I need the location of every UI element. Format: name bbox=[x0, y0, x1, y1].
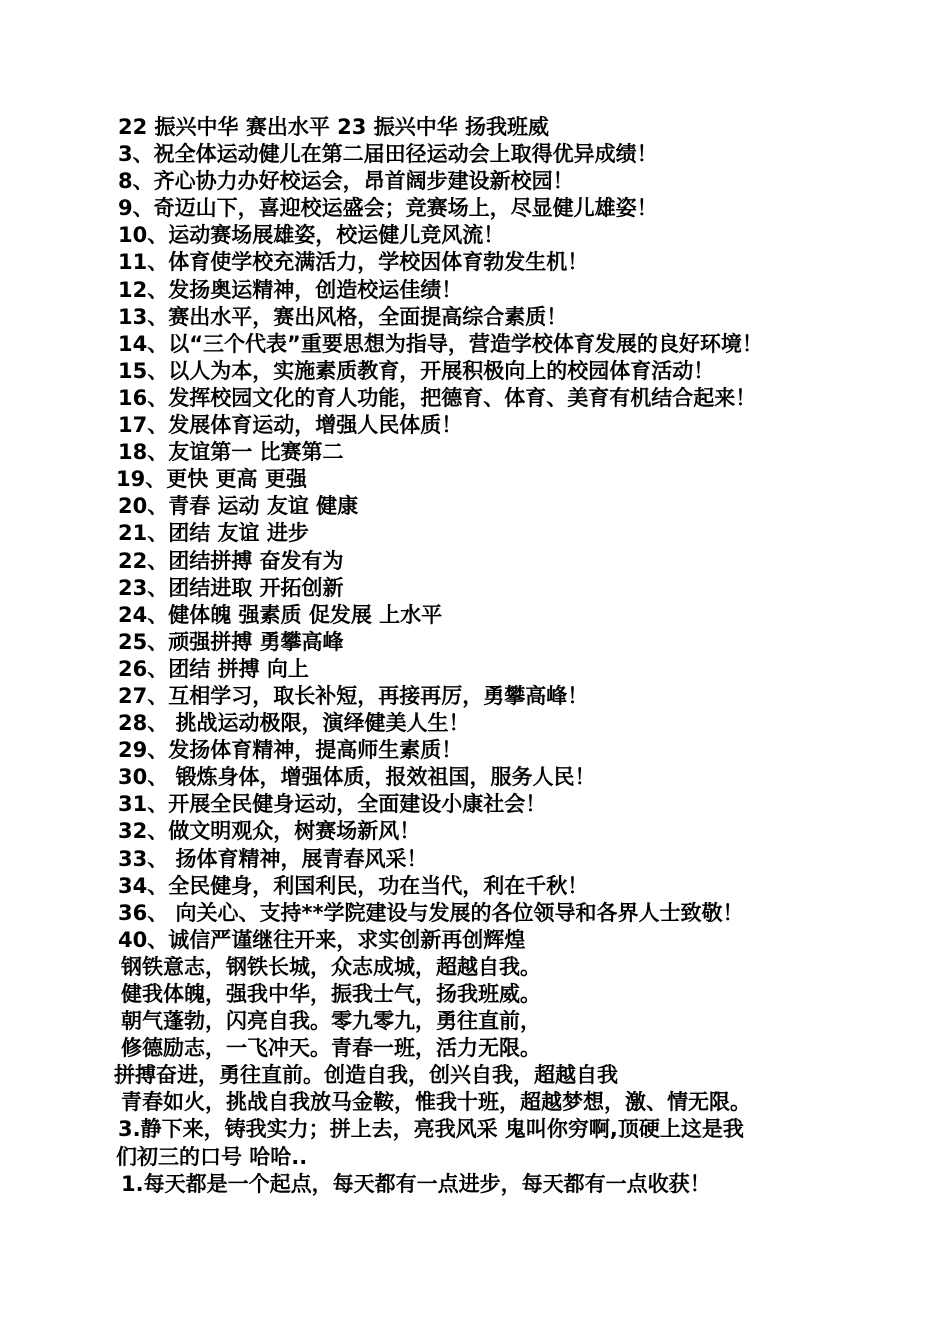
text-line: 15、以人为本，实施素质教育，开展积极向上的校园体育活动！ bbox=[118, 358, 715, 383]
text-line: 8、齐心协力办好校运会，昂首阔步建设新校园！ bbox=[118, 169, 574, 194]
text-line: 20、青春 运动 友谊 健康 bbox=[118, 494, 359, 519]
text-line: 22、团结拼搏 奋发有为 bbox=[118, 548, 344, 573]
text-line: 27、互相学习，取长补短，再接再厉，勇攀高峰！ bbox=[118, 683, 589, 708]
text-line: 34、全民健身，利国利民，功在当代，利在千秋！ bbox=[118, 873, 589, 898]
text-line: 23、团结进取 开拓创新 bbox=[118, 575, 344, 600]
text-line: 29、发扬体育精神，提高师生素质！ bbox=[118, 738, 463, 763]
text-line: 22 振兴中华 赛出水平 23 振兴中华 扬我班威 bbox=[118, 115, 550, 139]
text-line: 朝气蓬勃，闪亮自我。零九零九，勇往直前， bbox=[121, 1009, 541, 1034]
text-line: 修德励志，一飞冲天。青春一班，活力无限。 bbox=[121, 1036, 541, 1061]
text-line: 3.静下来，铸我实力；拼上去，亮我风采 鬼叫你穷啊,顶硬上这是我 bbox=[118, 1117, 744, 1142]
text-line: 12、发扬奥运精神，创造校运佳绩！ bbox=[118, 277, 463, 302]
text-line: 17、发展体育运动，增强人民体质！ bbox=[118, 413, 463, 438]
text-line: 拼搏奋进，勇往直前。创造自我，创兴自我，超越自我 bbox=[114, 1063, 618, 1088]
text-line: 18、友谊第一 比赛第二 bbox=[118, 440, 344, 465]
text-line: 25、顽强拼搏 勇攀高峰 bbox=[118, 629, 344, 654]
text-line: 钢铁意志，钢铁长城，众志成城，超越自我。 bbox=[121, 954, 541, 979]
text-line: 9、奇迈山下，喜迎校运盛会；竞赛场上，尽显健儿雄姿！ bbox=[118, 196, 658, 221]
text-line: 28、 挑战运动极限，演绎健美人生！ bbox=[118, 711, 470, 736]
text-line: 33、 扬体育精神，展青春风采！ bbox=[118, 846, 428, 871]
text-line: 30、 锻炼身体，增强体质，报效祖国，服务人民！ bbox=[118, 765, 596, 790]
text-line: 16、发挥校园文化的育人功能，把德育、体育、美育有机结合起来！ bbox=[118, 385, 757, 410]
text-line: 40、诚信严谨继往开来，求实创新再创辉煌 bbox=[118, 927, 526, 952]
text-line: 13、赛出水平，赛出风格，全面提高综合素质！ bbox=[118, 304, 568, 329]
text-line: 31、开展全民健身运动，全面建设小康社会！ bbox=[118, 792, 547, 817]
text-line: 1.每天都是一个起点，每天都有一点进步，每天都有一点收获！ bbox=[121, 1171, 711, 1196]
text-line: 32、做文明观众，树赛场新风！ bbox=[118, 819, 421, 844]
text-line: 14、以“三个代表”重要思想为指导，营造学校体育发展的良好环境！ bbox=[118, 331, 763, 356]
text-line: 19、更快 更高 更强 bbox=[116, 467, 307, 492]
text-line: 26、团结 拼搏 向上 bbox=[118, 656, 309, 681]
text-line: 们初三的口号 哈哈.. bbox=[116, 1144, 308, 1169]
text-line: 24、健体魄 强素质 促发展 上水平 bbox=[118, 602, 443, 627]
text-line: 3、祝全体运动健儿在第二届田径运动会上取得优异成绩！ bbox=[118, 142, 658, 167]
text-line: 21、团结 友谊 进步 bbox=[118, 521, 309, 546]
document-body bbox=[0, 114, 950, 1198]
text-line: 36、 向关心、支持**学院建设与发展的各位领导和各界人士致敬！ bbox=[118, 900, 744, 925]
text-line: 11、体育使学校充满活力，学校因体育勃发生机！ bbox=[118, 250, 589, 275]
text-line: 10、运动赛场展雄姿，校运健儿竞风流！ bbox=[118, 223, 505, 248]
text-line: 青春如火，挑战自我放马金鞍，惟我十班，超越梦想，激、情无限。 bbox=[121, 1090, 751, 1115]
text-line: 健我体魄，强我中华，振我士气，扬我班威。 bbox=[121, 982, 541, 1006]
